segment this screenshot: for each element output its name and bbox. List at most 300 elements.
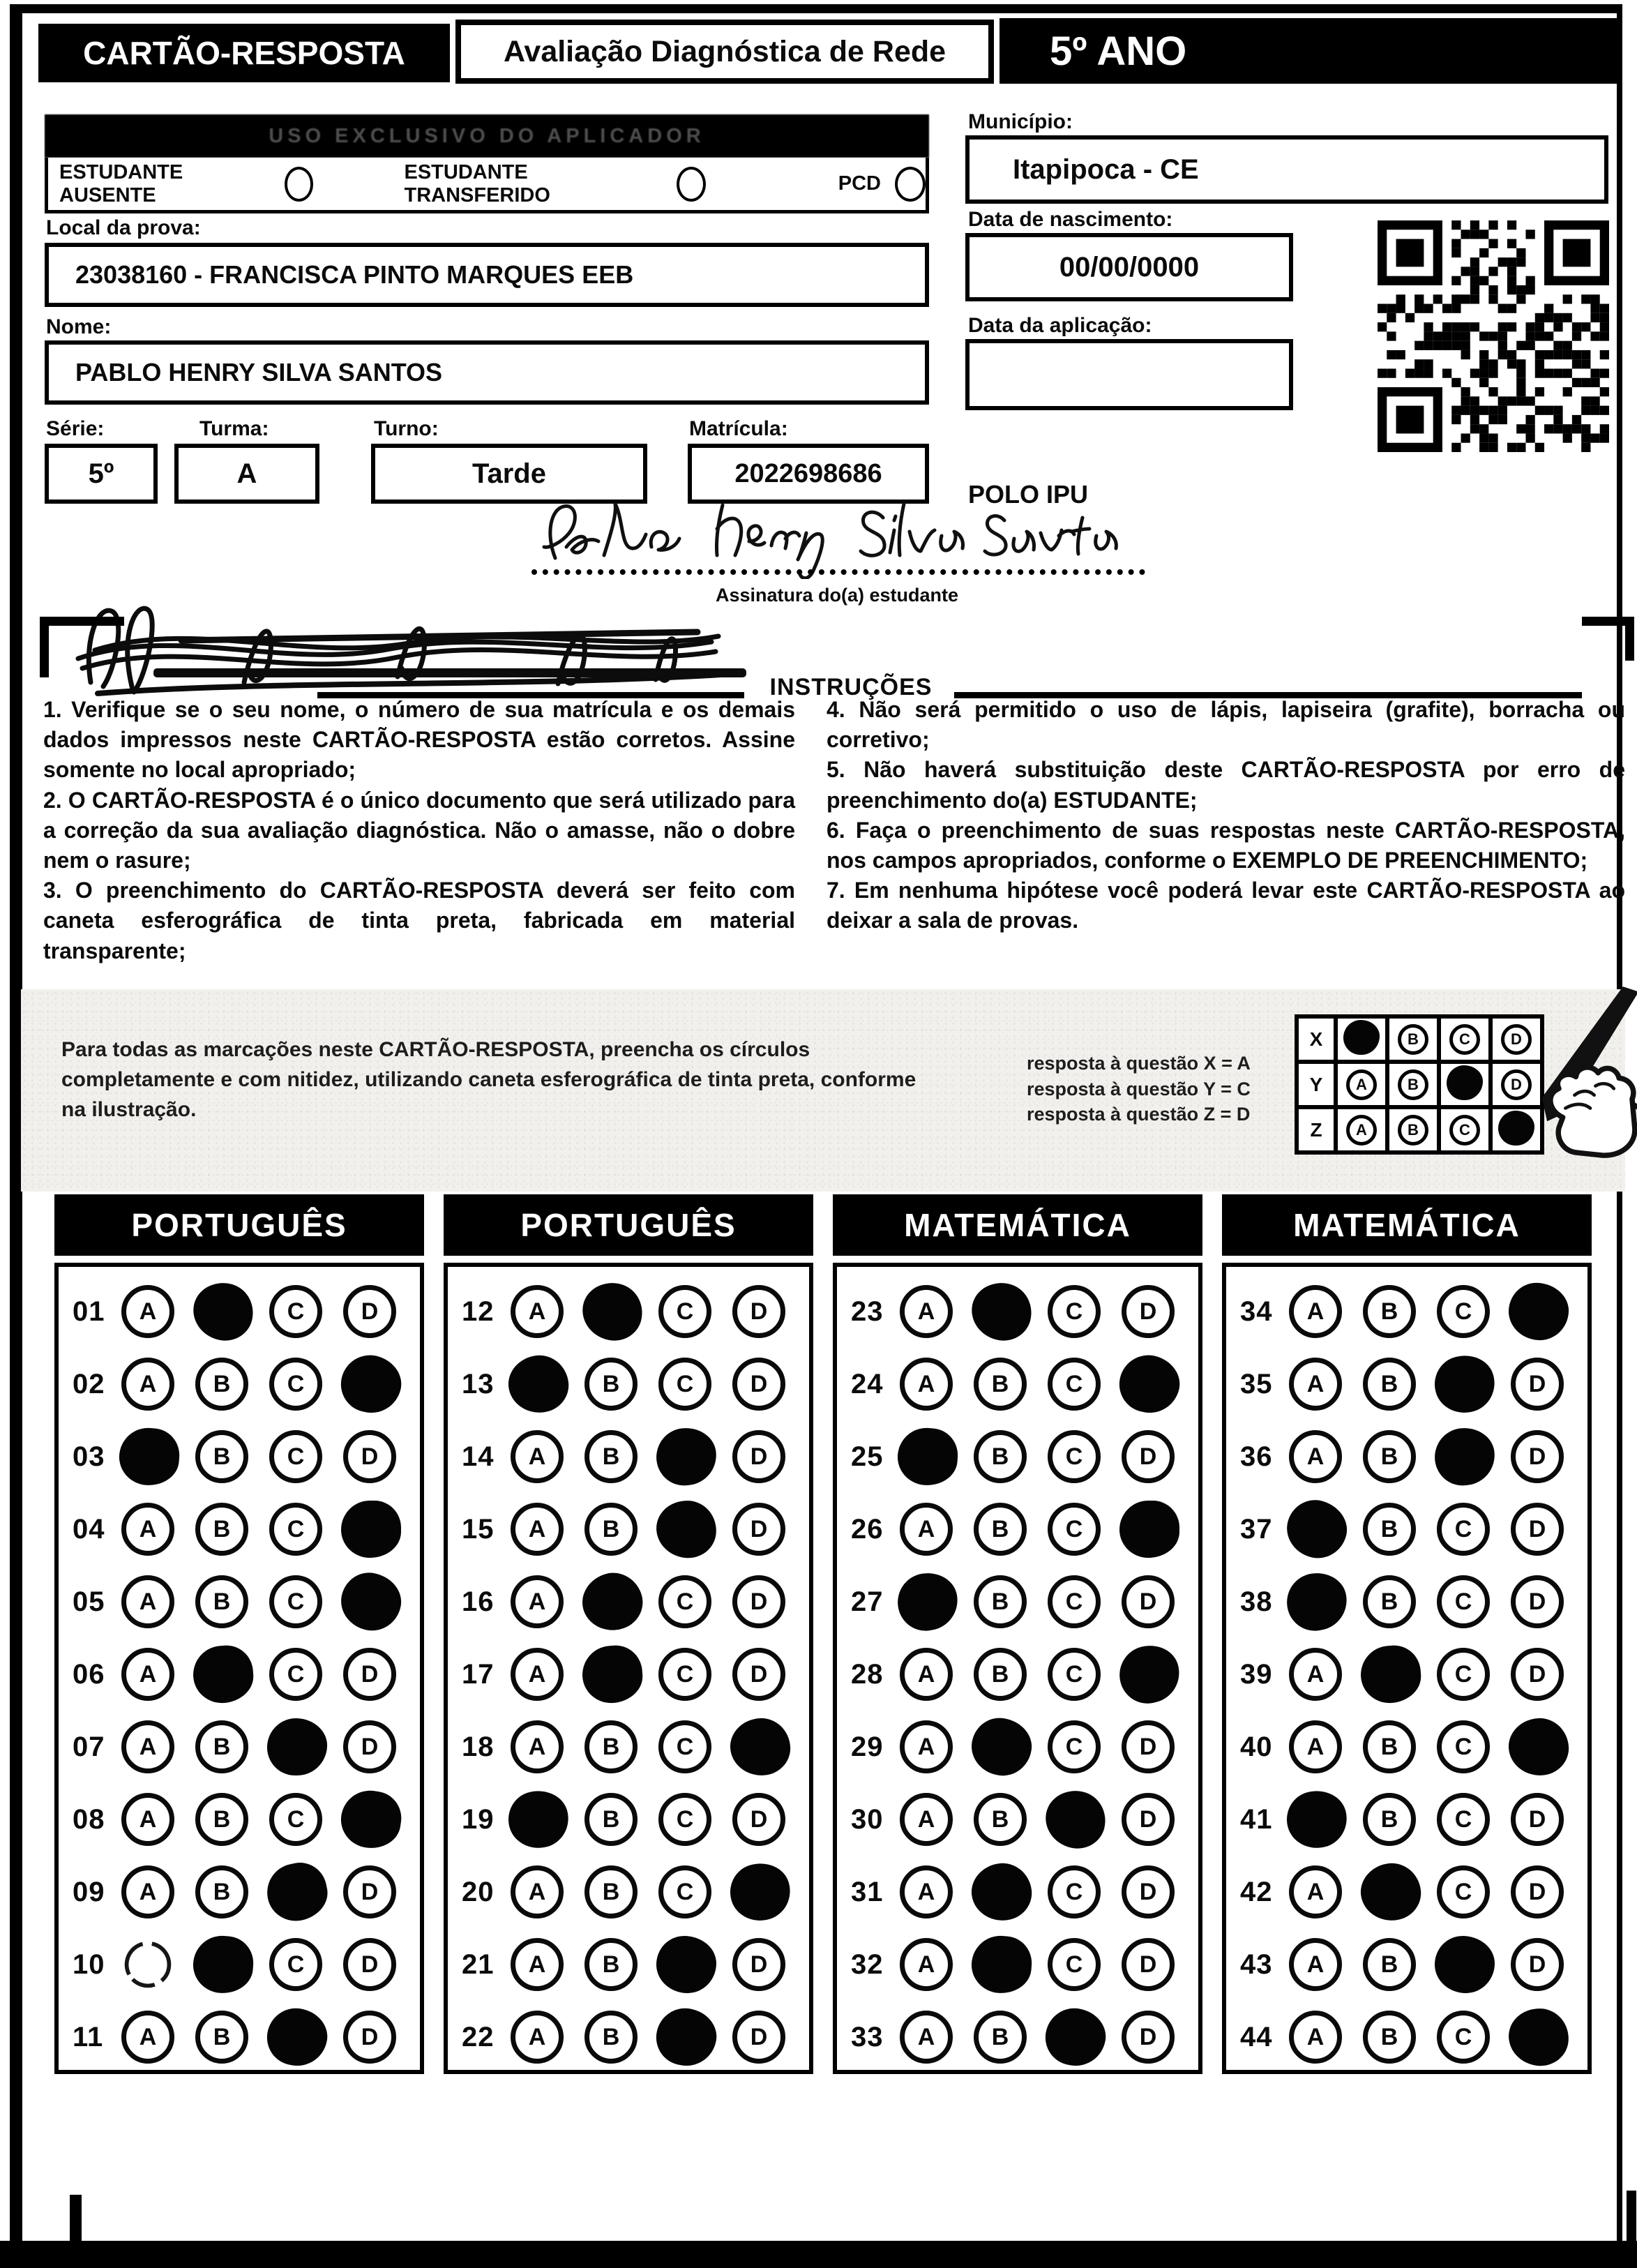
bubble-34-C[interactable]: C bbox=[1437, 1285, 1490, 1338]
bubble-33-B[interactable]: B bbox=[974, 2011, 1027, 2064]
bubble-11-C[interactable] bbox=[263, 2004, 332, 2071]
bubble-04-B[interactable]: B bbox=[195, 1503, 248, 1556]
turno-field: Tarde bbox=[371, 444, 647, 504]
question-row-44 bbox=[1240, 2001, 1587, 2073]
bubble-28-A[interactable]: A bbox=[900, 1648, 953, 1701]
bubble-37-A[interactable] bbox=[1281, 1494, 1353, 1564]
bubble-26-D[interactable] bbox=[1119, 1501, 1179, 1558]
question-number: 37 bbox=[1240, 1513, 1273, 1545]
question-number: 06 bbox=[73, 1658, 105, 1690]
bubble-22-B[interactable]: B bbox=[584, 2011, 638, 2064]
subject-header-matematica-2: MATEMÁTICA bbox=[1222, 1194, 1592, 1256]
bubble-01-B[interactable] bbox=[188, 1277, 259, 1346]
bubble-14-D[interactable]: D bbox=[732, 1430, 785, 1483]
bubble-21-D[interactable]: D bbox=[732, 1938, 785, 1991]
bubble-05-A[interactable]: A bbox=[121, 1575, 174, 1628]
bubble-10-B[interactable] bbox=[191, 1934, 255, 1995]
bubble-08-D[interactable] bbox=[338, 1787, 405, 1852]
bubble-01-A[interactable]: A bbox=[121, 1285, 174, 1338]
nascimento-label: Data de nascimento: bbox=[968, 208, 1173, 231]
bubble-02-B[interactable]: B bbox=[195, 1358, 248, 1411]
question-number: 40 bbox=[1240, 1731, 1273, 1762]
bubble-39-B[interactable] bbox=[1359, 1644, 1423, 1705]
bubble-41-D[interactable]: D bbox=[1511, 1793, 1564, 1846]
question-row-17 bbox=[462, 1638, 809, 1711]
bubble-02-C[interactable]: C bbox=[269, 1358, 322, 1411]
bubble-06-B[interactable] bbox=[191, 1644, 255, 1705]
status-label: ESTUDANTE TRANSFERIDO bbox=[404, 160, 550, 206]
question-row-22 bbox=[462, 2001, 809, 2073]
question-number: 28 bbox=[851, 1658, 884, 1690]
bubble-32-C[interactable]: C bbox=[1048, 1938, 1101, 1991]
bubble-13-A[interactable] bbox=[505, 1352, 571, 1416]
bubble-40-A[interactable]: A bbox=[1289, 1720, 1342, 1773]
question-number: 03 bbox=[73, 1441, 105, 1472]
question-row-34 bbox=[1240, 1275, 1587, 1348]
bubble-19-B[interactable]: B bbox=[584, 1793, 638, 1846]
bubble-40-D[interactable] bbox=[1507, 1717, 1570, 1777]
answer-grid-matematica-1 bbox=[833, 1263, 1202, 2074]
bubble-17-A[interactable]: A bbox=[511, 1648, 564, 1701]
bubble-01-C[interactable]: C bbox=[269, 1285, 322, 1338]
example-bubble-X-C: C bbox=[1449, 1024, 1480, 1055]
status-item-transferido bbox=[404, 161, 705, 207]
question-number: 25 bbox=[851, 1441, 884, 1472]
bubble-29-B[interactable] bbox=[968, 1715, 1034, 1779]
bubble-30-D[interactable]: D bbox=[1122, 1793, 1175, 1846]
bubble-35-C[interactable] bbox=[1428, 1348, 1502, 1420]
bubble-05-D[interactable] bbox=[336, 1568, 406, 1636]
question-number: 02 bbox=[73, 1368, 105, 1399]
question-number: 44 bbox=[1240, 2021, 1273, 2052]
bubble-36-B[interactable]: B bbox=[1363, 1430, 1416, 1483]
bubble-41-A[interactable] bbox=[1281, 1785, 1352, 1854]
bubble-06-D[interactable]: D bbox=[343, 1648, 396, 1701]
turma-label: Turma: bbox=[199, 417, 269, 440]
bubble-13-D[interactable]: D bbox=[732, 1358, 785, 1411]
bubble-30-C[interactable] bbox=[1040, 1785, 1111, 1854]
question-row-13 bbox=[462, 1348, 809, 1420]
hand-with-pen-icon bbox=[1486, 981, 1637, 1194]
example-bubble-X-B: B bbox=[1398, 1024, 1428, 1055]
bubble-03-D[interactable]: D bbox=[343, 1430, 396, 1483]
question-number: 31 bbox=[851, 1876, 884, 1907]
bubble-40-B[interactable]: B bbox=[1363, 1720, 1416, 1773]
bubble-43-D[interactable]: D bbox=[1511, 1938, 1564, 1991]
bubble-43-C[interactable] bbox=[1434, 1935, 1495, 1993]
bubble-44-C[interactable]: C bbox=[1437, 2011, 1490, 2064]
bubble-32-B[interactable] bbox=[970, 1934, 1034, 1995]
bubble-43-A[interactable]: A bbox=[1289, 1938, 1342, 1991]
matricula-field: 2022698686 bbox=[688, 444, 929, 504]
question-row-21 bbox=[462, 1928, 809, 2001]
question-row-24 bbox=[851, 1348, 1198, 1420]
bubble-09-A[interactable]: A bbox=[121, 1865, 174, 1918]
status-label: PCD bbox=[838, 172, 881, 195]
bubble-04-C[interactable]: C bbox=[269, 1503, 322, 1556]
bubble-32-D[interactable]: D bbox=[1122, 1938, 1175, 1991]
bubble-36-C[interactable] bbox=[1432, 1425, 1498, 1489]
bubble-40-C[interactable]: C bbox=[1437, 1720, 1490, 1773]
bubble-17-B[interactable] bbox=[580, 1644, 644, 1705]
bubble-15-B[interactable]: B bbox=[584, 1503, 638, 1556]
status-label: ESTUDANTE AUSENTE bbox=[59, 160, 183, 206]
bubble-31-B[interactable] bbox=[968, 1860, 1034, 1924]
bubble-09-B[interactable]: B bbox=[195, 1865, 248, 1918]
bubble-38-D[interactable]: D bbox=[1511, 1575, 1564, 1628]
answer-grid-portugues-1 bbox=[54, 1263, 424, 2074]
bubble-14-C[interactable] bbox=[654, 1425, 719, 1489]
question-row-10 bbox=[73, 1928, 420, 2001]
bubble-43-B[interactable]: B bbox=[1363, 1938, 1416, 1991]
answer-grid-portugues-2 bbox=[444, 1263, 813, 2074]
example-bubble-X-D: D bbox=[1501, 1024, 1532, 1055]
question-row-14 bbox=[462, 1420, 809, 1493]
question-number: 16 bbox=[462, 1586, 495, 1617]
bubble-20-D[interactable] bbox=[723, 1856, 797, 1928]
bubble-33-C[interactable] bbox=[1041, 2004, 1110, 2071]
bubble-20-C[interactable]: C bbox=[658, 1865, 711, 1918]
question-row-38 bbox=[1240, 1565, 1587, 1638]
bubble-12-B[interactable] bbox=[577, 1277, 648, 1346]
registration-mark-top-left bbox=[40, 617, 124, 677]
question-row-40 bbox=[1240, 1711, 1587, 1783]
bubble-33-D[interactable]: D bbox=[1122, 2011, 1175, 2064]
aplicacao-label: Data da aplicação: bbox=[968, 314, 1152, 337]
bubble-24-B[interactable]: B bbox=[974, 1358, 1027, 1411]
qr-code bbox=[1378, 220, 1609, 452]
bubble-41-C[interactable]: C bbox=[1437, 1793, 1490, 1846]
bubble-28-C[interactable]: C bbox=[1048, 1648, 1101, 1701]
question-row-09 bbox=[73, 1856, 420, 1928]
question-number: 23 bbox=[851, 1296, 884, 1327]
bubble-09-C[interactable] bbox=[262, 1858, 332, 1926]
question-row-39 bbox=[1240, 1638, 1587, 1711]
question-row-35 bbox=[1240, 1348, 1587, 1420]
bubble-38-A[interactable] bbox=[1283, 1568, 1352, 1635]
question-number: 29 bbox=[851, 1731, 884, 1762]
page-border-top bbox=[10, 4, 1622, 13]
bubble-28-B[interactable]: B bbox=[974, 1648, 1027, 1701]
bubble-27-B[interactable]: B bbox=[974, 1575, 1027, 1628]
bubble-38-B[interactable]: B bbox=[1363, 1575, 1416, 1628]
bubble-33-A[interactable]: A bbox=[900, 2011, 953, 2064]
question-number: 21 bbox=[462, 1948, 495, 1980]
bubble-07-D[interactable]: D bbox=[343, 1720, 396, 1773]
question-row-07 bbox=[73, 1711, 420, 1783]
question-number: 39 bbox=[1240, 1658, 1273, 1690]
question-number: 33 bbox=[851, 2021, 884, 2052]
bubble-37-D[interactable]: D bbox=[1511, 1503, 1564, 1556]
bubble-30-B[interactable]: B bbox=[974, 1793, 1027, 1846]
registration-mark-bottom-right bbox=[1571, 2191, 1636, 2253]
bubble-35-A[interactable]: A bbox=[1289, 1358, 1342, 1411]
question-number: 38 bbox=[1240, 1586, 1273, 1617]
bubble-36-D[interactable]: D bbox=[1511, 1430, 1564, 1483]
bubble-26-B[interactable]: B bbox=[974, 1503, 1027, 1556]
bubble-44-B[interactable]: B bbox=[1363, 2011, 1416, 2064]
bubble-04-D[interactable] bbox=[341, 1501, 401, 1558]
bubble-19-C[interactable]: C bbox=[658, 1793, 711, 1846]
bubble-16-D[interactable]: D bbox=[732, 1575, 785, 1628]
example-bubble-Z-A: A bbox=[1346, 1115, 1377, 1146]
bubble-11-B[interactable]: B bbox=[195, 2011, 248, 2064]
bubble-44-A[interactable]: A bbox=[1289, 2011, 1342, 2064]
serie-field: 5º bbox=[45, 444, 158, 504]
bubble-26-C[interactable]: C bbox=[1048, 1503, 1101, 1556]
bubble-27-A[interactable] bbox=[893, 1568, 963, 1635]
applicator-use-bar: USO EXCLUSIVO DO APLICADOR bbox=[45, 114, 929, 158]
nascimento-field: 00/00/0000 bbox=[965, 233, 1293, 301]
bubble-31-A[interactable]: A bbox=[900, 1865, 953, 1918]
question-number: 09 bbox=[73, 1876, 105, 1907]
question-row-29 bbox=[851, 1711, 1198, 1783]
bubble-24-D[interactable] bbox=[1113, 1349, 1185, 1419]
bubble-39-A[interactable]: A bbox=[1289, 1648, 1342, 1701]
bubble-12-D[interactable]: D bbox=[732, 1285, 785, 1338]
question-row-26 bbox=[851, 1493, 1198, 1565]
bubble-23-C[interactable]: C bbox=[1048, 1285, 1101, 1338]
serie-label: Série: bbox=[46, 417, 105, 440]
bubble-44-D[interactable] bbox=[1507, 2006, 1571, 2068]
bubble-42-B[interactable] bbox=[1357, 1860, 1424, 1924]
bubble-32-A[interactable]: A bbox=[900, 1938, 953, 1991]
bubble-07-C[interactable] bbox=[266, 1718, 329, 1777]
bubble-23-D[interactable]: D bbox=[1122, 1285, 1175, 1338]
bubble-36-A[interactable]: A bbox=[1289, 1430, 1342, 1483]
bubble-12-C[interactable]: C bbox=[658, 1285, 711, 1338]
question-row-02 bbox=[73, 1348, 420, 1420]
bubble-34-D[interactable] bbox=[1507, 1282, 1570, 1342]
bubble-08-A[interactable]: A bbox=[121, 1793, 174, 1846]
bubble-15-A[interactable]: A bbox=[511, 1503, 564, 1556]
bubble-30-A[interactable]: A bbox=[900, 1793, 953, 1846]
bubble-37-C[interactable]: C bbox=[1437, 1503, 1490, 1556]
bubble-24-C[interactable]: C bbox=[1048, 1358, 1101, 1411]
question-number: 04 bbox=[73, 1513, 105, 1545]
example-bubble-Y-B: B bbox=[1398, 1069, 1428, 1100]
question-number: 36 bbox=[1240, 1441, 1273, 1472]
bubble-09-D[interactable]: D bbox=[343, 1865, 396, 1918]
bubble-41-B[interactable]: B bbox=[1363, 1793, 1416, 1846]
question-row-16 bbox=[462, 1565, 809, 1638]
card-title: CARTÃO-RESPOSTA bbox=[38, 24, 450, 82]
question-number: 41 bbox=[1240, 1803, 1273, 1835]
bubble-16-C[interactable]: C bbox=[658, 1575, 711, 1628]
example-bubble-Z-C: C bbox=[1449, 1115, 1480, 1146]
question-number: 22 bbox=[462, 2021, 495, 2052]
bubble-08-B[interactable]: B bbox=[195, 1793, 248, 1846]
bubble-11-A[interactable]: A bbox=[121, 2011, 174, 2064]
bubble-18-C[interactable]: C bbox=[658, 1720, 711, 1773]
question-number: 35 bbox=[1240, 1368, 1273, 1399]
question-row-12 bbox=[462, 1275, 809, 1348]
nome-field: PABLO HENRY SILVA SANTOS bbox=[45, 340, 929, 405]
bubble-19-D[interactable]: D bbox=[732, 1793, 785, 1846]
bubble-07-B[interactable]: B bbox=[195, 1720, 248, 1773]
bubble-29-A[interactable]: A bbox=[900, 1720, 953, 1773]
question-number: 30 bbox=[851, 1803, 884, 1835]
subject-header-portugues-1: PORTUGUÊS bbox=[54, 1194, 424, 1256]
status-circle-pcd[interactable] bbox=[895, 167, 926, 202]
status-circle-transferido[interactable] bbox=[677, 167, 706, 202]
bubble-15-C[interactable] bbox=[654, 1498, 719, 1560]
instruction-item: 4. Não será permitido o uso de lápis, lapiseira (grafite), borracha ou corretivo; bbox=[827, 697, 1625, 753]
bubble-10-A[interactable] bbox=[121, 1938, 174, 1991]
question-number: 24 bbox=[851, 1368, 884, 1399]
status-row bbox=[45, 158, 929, 213]
bubble-14-B[interactable]: B bbox=[584, 1430, 638, 1483]
bubble-42-D[interactable]: D bbox=[1511, 1865, 1564, 1918]
bubble-07-A[interactable]: A bbox=[121, 1720, 174, 1773]
bubble-03-C[interactable]: C bbox=[269, 1430, 322, 1483]
bubble-22-C[interactable] bbox=[652, 2004, 721, 2071]
registration-mark-bottom-left bbox=[70, 2195, 202, 2257]
bubble-26-A[interactable]: A bbox=[900, 1503, 953, 1556]
bubble-17-C[interactable]: C bbox=[658, 1648, 711, 1701]
bubble-18-B[interactable]: B bbox=[584, 1720, 638, 1773]
question-row-20 bbox=[462, 1856, 809, 1928]
example-bubble-Z-B: B bbox=[1398, 1115, 1428, 1146]
bubble-23-A[interactable]: A bbox=[900, 1285, 953, 1338]
bubble-34-A[interactable]: A bbox=[1289, 1285, 1342, 1338]
question-number: 13 bbox=[462, 1368, 495, 1399]
question-row-19 bbox=[462, 1783, 809, 1856]
bubble-22-A[interactable]: A bbox=[511, 2011, 564, 2064]
example-legend-line: resposta à questão Z = D bbox=[1027, 1104, 1251, 1125]
bubble-39-C[interactable]: C bbox=[1437, 1648, 1490, 1701]
instruction-item: 2. O CARTÃO-RESPOSTA é o único documento que será utilizado para a correção da sua avaliação diagnóstica. Não o amasse, não o dobre nem o rasure; bbox=[43, 787, 795, 873]
bubble-20-A[interactable]: A bbox=[511, 1865, 564, 1918]
bubble-21-C[interactable] bbox=[656, 1935, 716, 1993]
bubble-05-C[interactable]: C bbox=[269, 1575, 322, 1628]
bubble-14-A[interactable]: A bbox=[511, 1430, 564, 1483]
local-field: 23038160 - FRANCISCA PINTO MARQUES EEB bbox=[45, 243, 929, 307]
example-row-label: Z bbox=[1297, 1107, 1336, 1152]
bubble-42-C[interactable]: C bbox=[1437, 1865, 1490, 1918]
question-row-27 bbox=[851, 1565, 1198, 1638]
bubble-06-A[interactable]: A bbox=[121, 1648, 174, 1701]
example-bubble-Y-D: D bbox=[1501, 1069, 1532, 1100]
status-item-pcd bbox=[838, 167, 926, 202]
bubble-10-C[interactable]: C bbox=[269, 1938, 322, 1991]
bubble-17-D[interactable]: D bbox=[732, 1648, 785, 1701]
question-number: 11 bbox=[73, 2021, 104, 2052]
question-row-15 bbox=[462, 1493, 809, 1565]
bubble-38-C[interactable]: C bbox=[1437, 1575, 1490, 1628]
question-number: 08 bbox=[73, 1803, 105, 1835]
nome-label: Nome: bbox=[46, 315, 112, 338]
instructions-column-right bbox=[827, 695, 1625, 936]
bubble-25-B[interactable]: B bbox=[974, 1430, 1027, 1483]
bubble-10-D[interactable]: D bbox=[343, 1938, 396, 1991]
question-number: 19 bbox=[462, 1803, 495, 1835]
bubble-27-C[interactable]: C bbox=[1048, 1575, 1101, 1628]
bubble-19-A[interactable] bbox=[503, 1785, 574, 1854]
bubble-11-D[interactable]: D bbox=[343, 2011, 396, 2064]
bubble-27-D[interactable]: D bbox=[1122, 1575, 1175, 1628]
bubble-29-C[interactable]: C bbox=[1048, 1720, 1101, 1773]
bubble-13-B[interactable]: B bbox=[584, 1358, 638, 1411]
question-row-37 bbox=[1240, 1493, 1587, 1565]
student-signature-handwriting bbox=[536, 488, 1129, 579]
question-row-03 bbox=[73, 1420, 420, 1493]
bubble-37-B[interactable]: B bbox=[1363, 1503, 1416, 1556]
question-number: 18 bbox=[462, 1731, 495, 1762]
bubble-16-B[interactable] bbox=[576, 1566, 649, 1637]
example-row-label: Y bbox=[1297, 1062, 1336, 1107]
municipio-label: Município: bbox=[968, 110, 1073, 133]
crossed-out-signature-scribble bbox=[70, 592, 753, 703]
bubble-35-D[interactable]: D bbox=[1511, 1358, 1564, 1411]
turma-field: A bbox=[174, 444, 319, 504]
bubble-01-D[interactable]: D bbox=[343, 1285, 396, 1338]
fill-example-band bbox=[21, 989, 1625, 1192]
bubble-04-A[interactable]: A bbox=[121, 1503, 174, 1556]
bubble-35-B[interactable]: B bbox=[1363, 1358, 1416, 1411]
polo-label: POLO IPU bbox=[968, 480, 1089, 509]
bubble-25-A[interactable] bbox=[896, 1426, 960, 1487]
signature-line[interactable] bbox=[531, 569, 1145, 575]
question-row-23 bbox=[851, 1275, 1198, 1348]
bubble-08-C[interactable]: C bbox=[269, 1793, 322, 1846]
instructions-title: INSTRUÇÕES bbox=[769, 674, 933, 700]
bubble-13-C[interactable]: C bbox=[658, 1358, 711, 1411]
grade-banner: 5º ANO bbox=[999, 18, 1622, 84]
question-row-25 bbox=[851, 1420, 1198, 1493]
question-row-31 bbox=[851, 1856, 1198, 1928]
bubble-24-A[interactable]: A bbox=[900, 1358, 953, 1411]
bubble-06-C[interactable]: C bbox=[269, 1648, 322, 1701]
bubble-25-D[interactable]: D bbox=[1122, 1430, 1175, 1483]
bubble-02-D[interactable] bbox=[335, 1349, 407, 1419]
bubble-21-A[interactable]: A bbox=[511, 1938, 564, 1991]
bubble-02-A[interactable]: A bbox=[121, 1358, 174, 1411]
bubble-18-A[interactable]: A bbox=[511, 1720, 564, 1773]
subject-header-matematica-1: MATEMÁTICA bbox=[833, 1194, 1202, 1256]
bubble-34-B[interactable]: B bbox=[1363, 1285, 1416, 1338]
bubble-29-D[interactable]: D bbox=[1122, 1720, 1175, 1773]
bubble-25-C[interactable]: C bbox=[1048, 1430, 1101, 1483]
bubble-28-D[interactable] bbox=[1113, 1639, 1185, 1709]
bubble-21-B[interactable]: B bbox=[584, 1938, 638, 1991]
bubble-22-D[interactable]: D bbox=[732, 2011, 785, 2064]
bubble-03-A[interactable] bbox=[117, 1426, 181, 1487]
municipio-field: Itapipoca - CE bbox=[965, 135, 1608, 204]
question-number: 42 bbox=[1240, 1876, 1273, 1907]
example-legend-line: resposta à questão Y = C bbox=[1027, 1078, 1251, 1099]
bubble-42-A[interactable]: A bbox=[1289, 1865, 1342, 1918]
bubble-12-A[interactable]: A bbox=[511, 1285, 564, 1338]
bubble-03-B[interactable]: B bbox=[195, 1430, 248, 1483]
bubble-39-D[interactable]: D bbox=[1511, 1648, 1564, 1701]
question-row-32 bbox=[851, 1928, 1198, 2001]
bubble-20-B[interactable]: B bbox=[584, 1865, 638, 1918]
qr-code-icon bbox=[1378, 220, 1609, 452]
question-row-18 bbox=[462, 1711, 809, 1783]
bubble-15-D[interactable]: D bbox=[732, 1503, 785, 1556]
bubble-16-A[interactable]: A bbox=[511, 1575, 564, 1628]
status-circle-ausente[interactable] bbox=[285, 167, 314, 202]
aplicacao-field bbox=[965, 339, 1293, 410]
bubble-31-D[interactable]: D bbox=[1122, 1865, 1175, 1918]
bubble-23-B[interactable] bbox=[966, 1277, 1037, 1346]
bubble-31-C[interactable]: C bbox=[1048, 1865, 1101, 1918]
bubble-18-D[interactable] bbox=[729, 1717, 792, 1777]
question-row-11 bbox=[73, 2001, 420, 2073]
bubble-05-B[interactable]: B bbox=[195, 1575, 248, 1628]
question-row-41 bbox=[1240, 1783, 1587, 1856]
